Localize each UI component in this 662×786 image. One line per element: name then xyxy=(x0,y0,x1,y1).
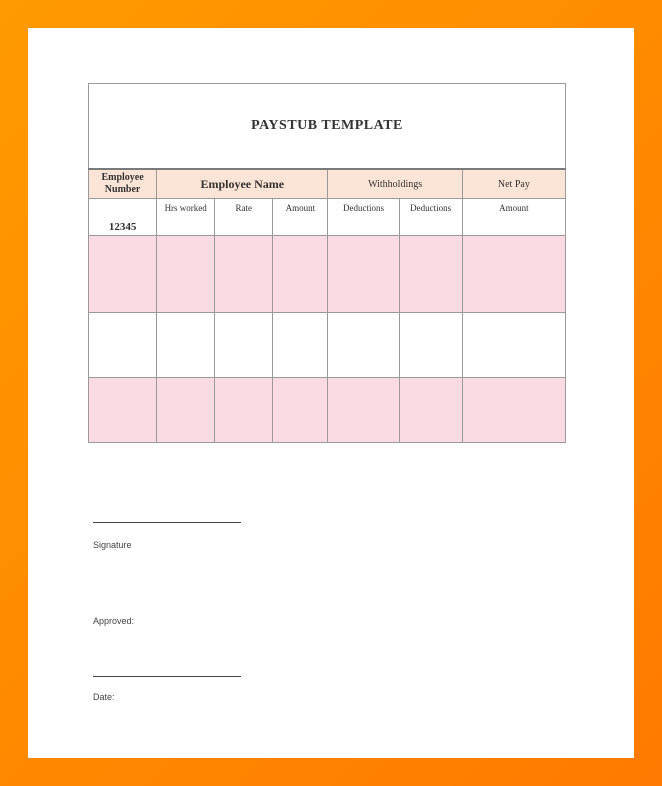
table-cell xyxy=(89,236,157,313)
table-cell xyxy=(273,236,328,313)
table-cell xyxy=(157,313,215,378)
table-row xyxy=(89,378,566,443)
date-line xyxy=(93,676,241,677)
table-cell xyxy=(215,378,273,443)
table-cell xyxy=(399,378,462,443)
table-cell xyxy=(328,236,399,313)
subheader-hrs-worked: Hrs worked xyxy=(157,199,215,236)
header-withholdings: Withholdings xyxy=(328,169,462,199)
table-cell xyxy=(462,378,565,443)
header-net-pay: Net Pay xyxy=(462,169,565,199)
table-cell xyxy=(157,236,215,313)
table-cell xyxy=(399,313,462,378)
subheader-rate: Rate xyxy=(215,199,273,236)
signature-label: Signature xyxy=(93,540,132,550)
table-row xyxy=(89,236,566,313)
date-label: Date: xyxy=(93,692,115,702)
header-employee-number: Employee Number xyxy=(89,169,157,199)
table-cell xyxy=(89,313,157,378)
approved-label: Approved: xyxy=(93,616,135,626)
subheader-deductions-2: Deductions xyxy=(399,199,462,236)
table-cell xyxy=(399,236,462,313)
paystub-table xyxy=(88,83,566,443)
table-cell xyxy=(215,236,273,313)
table-cell xyxy=(328,313,399,378)
table-row xyxy=(89,313,566,378)
table-cell xyxy=(462,236,565,313)
table-cell xyxy=(215,313,273,378)
subheader-amount: Amount xyxy=(273,199,328,236)
table-cell xyxy=(273,313,328,378)
table-cell xyxy=(462,313,565,378)
table-cell xyxy=(157,378,215,443)
signature-line xyxy=(93,522,241,523)
header-employee-name: Employee Name xyxy=(157,169,328,199)
table-cell xyxy=(328,378,399,443)
table-cell xyxy=(89,378,157,443)
paystub-title: PAYSTUB TEMPLATE xyxy=(89,84,566,170)
table-cell xyxy=(273,378,328,443)
subheader-net-amount: Amount xyxy=(462,199,565,236)
employee-number-value: 12345 xyxy=(89,199,157,236)
subheader-deductions-1: Deductions xyxy=(328,199,399,236)
